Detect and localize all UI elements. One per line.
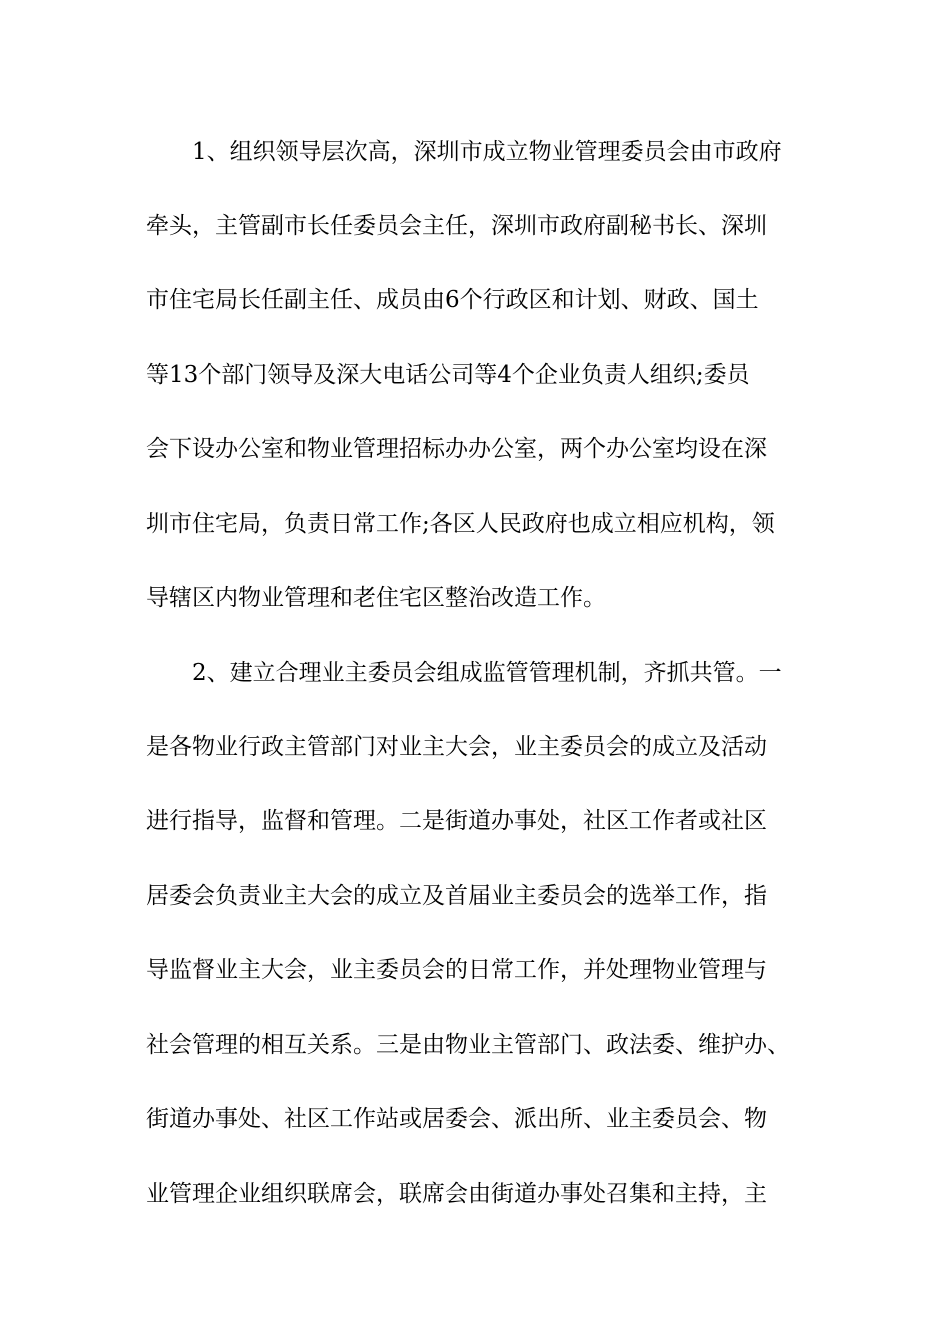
paragraph-1-line-5: 会下设办公室和物业管理招标办办公室，两个办公室均设在深 — [146, 436, 767, 462]
paragraph-2-line-4: 居委会负责业主大会的成立及首届业主委员会的选举工作，指 — [146, 883, 767, 909]
paragraph-1-line-3: 市住宅局长任副主任、成员由6个行政区和计划、财政、国土 — [146, 287, 759, 313]
paragraph-2-line-7: 街道办事处、社区工作站或居委会、派出所、业主委员会、物 — [146, 1106, 767, 1132]
paragraph-1-line-1: 1、组织领导层次高，深圳市成立物业管理委员会由市政府 — [192, 139, 782, 165]
paragraph-1-line-7: 导辖区内物业管理和老住宅区整治改造工作。 — [146, 585, 606, 611]
paragraph-2-line-3: 进行指导，监督和管理。二是街道办事处，社区工作者或社区 — [146, 808, 767, 834]
paragraph-1-line-2: 牵头，主管副市长任委员会主任，深圳市政府副秘书长、深圳 — [146, 213, 767, 239]
paragraph-2-line-2: 是各物业行政主管部门对业主大会，业主委员会的成立及活动 — [146, 734, 767, 760]
paragraph-2-line-6: 社会管理的相互关系。三是由物业主管部门、政法委、维护办、 — [146, 1032, 790, 1058]
paragraph-2-line-8: 业管理企业组织联席会，联席会由街道办事处召集和主持，主 — [146, 1181, 767, 1207]
paragraph-2-line-1: 2、建立合理业主委员会组成监管管理机制，齐抓共管。一 — [192, 660, 782, 686]
paragraph-1-line-4: 等13个部门领导及深大电话公司等4个企业负责人组织;委员 — [146, 362, 750, 388]
paragraph-1-line-6: 圳市住宅局，负责日常工作;各区人民政府也成立相应机构，领 — [146, 511, 775, 537]
paragraph-2-line-5: 导监督业主大会，业主委员会的日常工作，并处理物业管理与 — [146, 957, 767, 983]
